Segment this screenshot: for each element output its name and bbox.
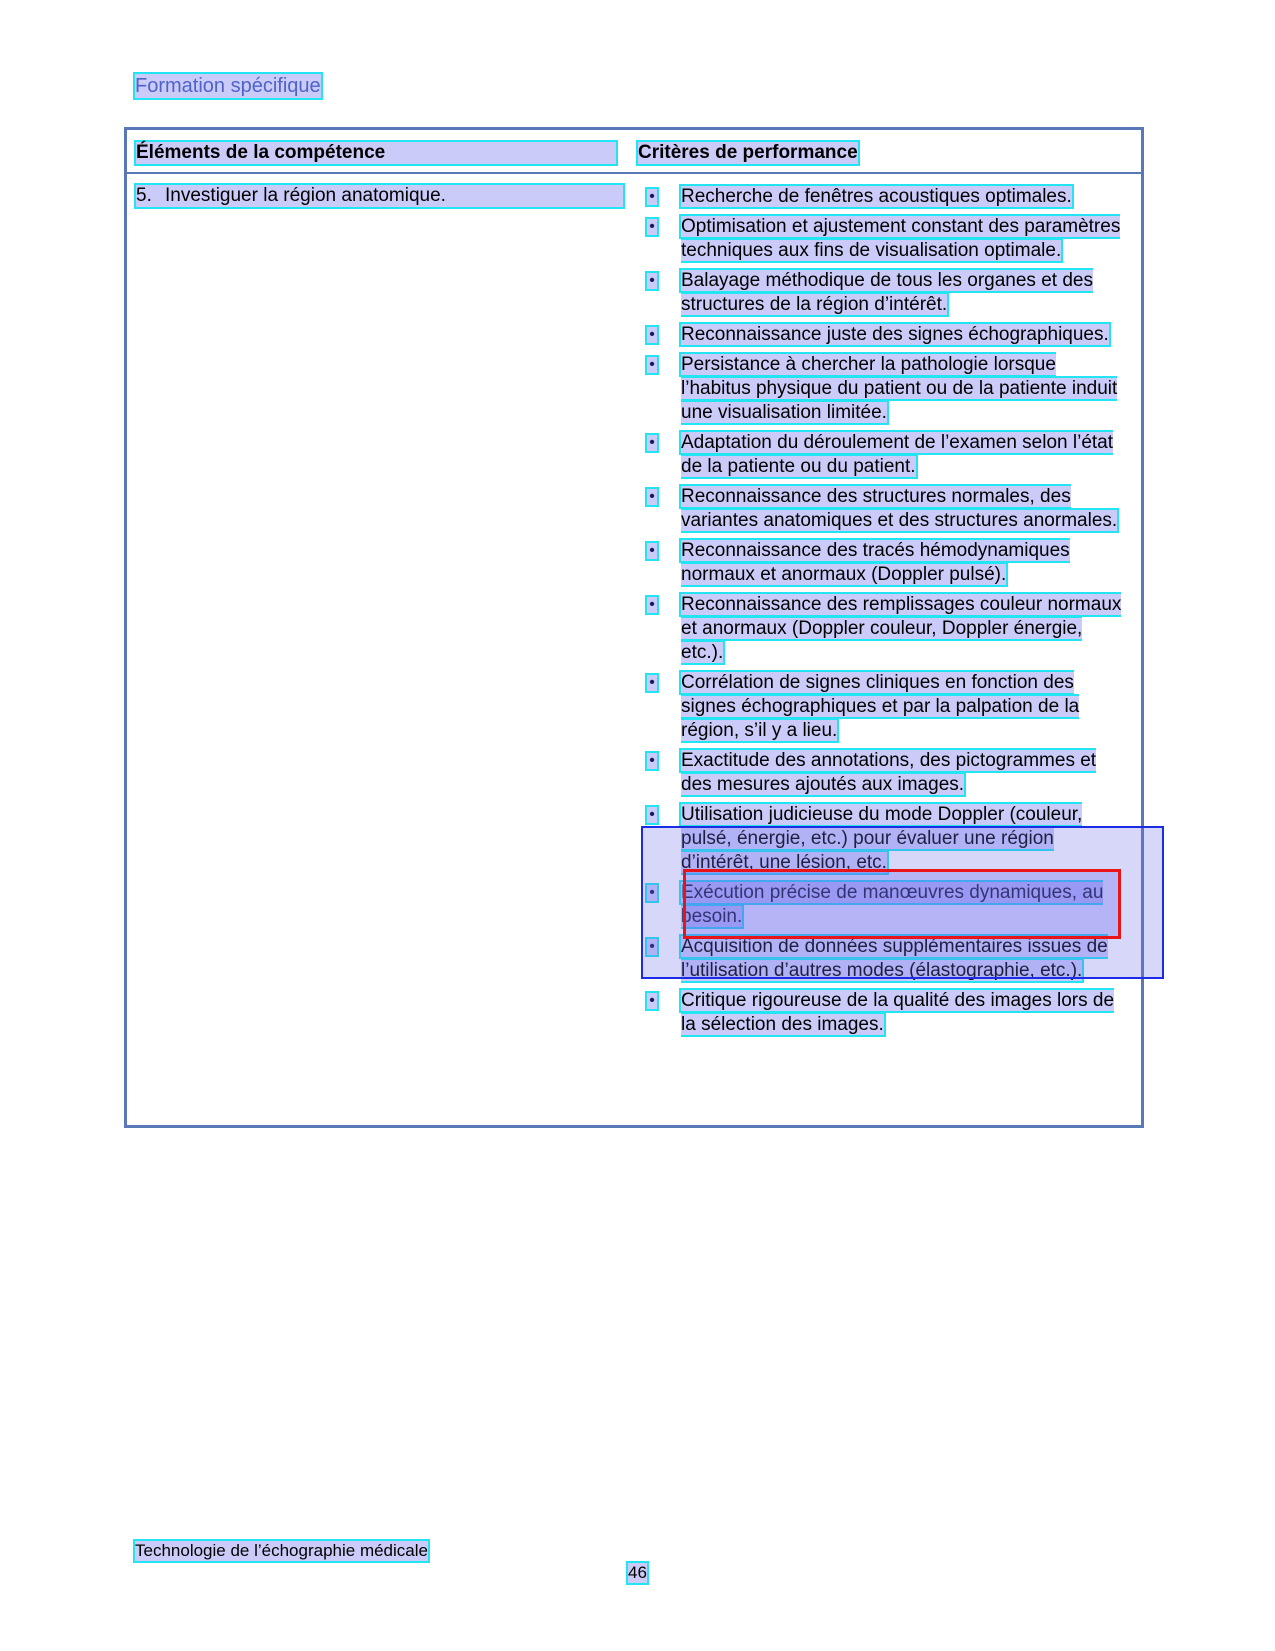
- criterion-item: [647, 749, 1127, 797]
- bullet-icon: •: [647, 189, 657, 205]
- element-number: 5.: [136, 185, 152, 206]
- bullet-icon: •: [647, 489, 657, 505]
- bullet-icon: •: [647, 807, 657, 823]
- section-title: Formation spécifique: [135, 75, 321, 97]
- bullet-icon: •: [647, 753, 657, 769]
- criterion-text: Balayage méthodique de tous les organes et des structures de la région d’intérêt.: [681, 270, 1093, 315]
- criterion-item: [647, 431, 1127, 479]
- criterion-item: [647, 185, 1127, 209]
- criterion-text: Recherche de fenêtres acoustiques optimales.: [681, 186, 1072, 207]
- criterion-text: Reconnaissance des remplissages couleur normaux et anormaux (Doppler couleur, Doppler énergie, etc.).: [681, 594, 1122, 663]
- criterion-text: Reconnaissance juste des signes échographiques.: [681, 324, 1109, 345]
- criterion-item: [647, 485, 1127, 533]
- bullet-icon: •: [647, 675, 657, 691]
- bullet-icon: •: [647, 357, 657, 373]
- criterion-text: Reconnaissance des tracés hémodynamiques normaux et anormaux (Doppler pulsé).: [681, 540, 1070, 585]
- bullet-icon: •: [647, 327, 657, 343]
- column-header-criteria: Critères de performance: [638, 142, 858, 163]
- bullet-icon: •: [647, 993, 657, 1009]
- header-divider: [127, 172, 1141, 174]
- criterion-text: Persistance à chercher la pathologie lorsque l’habitus physique du patient ou de la patiente induit une visualisation limitée.: [681, 354, 1118, 423]
- bullet-icon: •: [647, 885, 657, 901]
- criterion-text: Acquisition de données supplémentaires issues de l’utilisation d’autres modes (élastographie, etc.).: [681, 936, 1108, 981]
- criteria-list: [647, 185, 1127, 1043]
- competence-table: [124, 127, 1144, 1128]
- bullet-icon: •: [647, 939, 657, 955]
- criterion-item: [647, 989, 1127, 1037]
- bullet-icon: •: [647, 435, 657, 451]
- criterion-text: Critique rigoureuse de la qualité des images lors de la sélection des images.: [681, 990, 1115, 1035]
- criterion-item: [647, 215, 1127, 263]
- competence-element: [136, 185, 623, 207]
- criterion-text: Exactitude des annotations, des pictogrammes et des mesures ajoutés aux images.: [681, 750, 1097, 795]
- criterion-item: [647, 671, 1127, 743]
- element-label: Investiguer la région anatomique.: [165, 185, 446, 206]
- criterion-item: [647, 323, 1127, 347]
- bullet-icon: •: [647, 273, 657, 289]
- criterion-item: [647, 353, 1127, 425]
- criterion-text: Reconnaissance des structures normales, des variantes anatomiques et des structures anormales.: [681, 486, 1118, 531]
- criterion-text: Exécution précise de manœuvres dynamiques, au besoin.: [681, 882, 1104, 927]
- bullet-icon: •: [647, 219, 657, 235]
- bullet-icon: •: [647, 597, 657, 613]
- footer-document-title: Technologie de l’échographie médicale: [135, 1541, 428, 1560]
- criterion-item: [647, 269, 1127, 317]
- criterion-text: Optimisation et ajustement constant des paramètres techniques aux fins de visualisation optimale.: [681, 216, 1121, 261]
- criterion-item: [647, 881, 1127, 929]
- column-header-elements: Éléments de la compétence: [136, 142, 616, 164]
- criterion-item: [647, 539, 1127, 587]
- criterion-item: [647, 803, 1127, 875]
- criterion-text: Corrélation de signes cliniques en fonction des signes échographiques et par la palpation de la région, s’il y a lieu.: [681, 672, 1080, 741]
- criterion-item: [647, 593, 1127, 665]
- page-number: 46: [628, 1563, 647, 1582]
- criterion-text: Adaptation du déroulement de l’examen selon l’état de la patiente ou du patient.: [681, 432, 1114, 477]
- criterion-item: [647, 935, 1127, 983]
- criterion-text: Utilisation judicieuse du mode Doppler (couleur, pulsé, énergie, etc.) pour évaluer une région d’intérêt, une lésion, etc.: [681, 804, 1083, 873]
- bullet-icon: •: [647, 543, 657, 559]
